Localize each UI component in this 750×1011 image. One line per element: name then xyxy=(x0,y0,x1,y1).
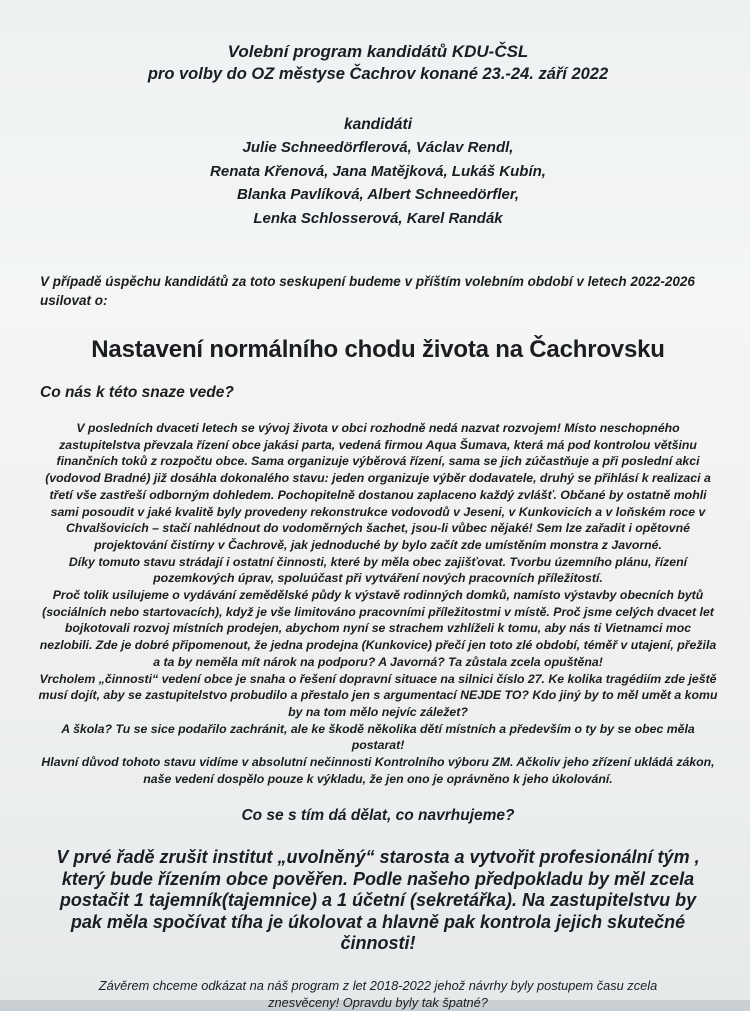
body-paragraph: Vrcholem „činnosti“ vedení obce je snaha o řešení dopravní situace na silnici číslo 27. Ke kolika tragédiím zde ještě musí dojít, aby se zastupitelstvo probudilo a přestalo jen s argumentací NEJDE TO? Kdo jiný by to měl umět a komu by na tom mělo nejvíc záležet? xyxy=(38,671,718,719)
closing-text: Závěrem chceme odkázat na náš program z let 2018-2022 jehož návrhy byly postupem času zcela znesvěceny! Opravdu byly tak špatné? xyxy=(98,977,658,1010)
candidates-heading: kandidáti xyxy=(343,116,413,133)
question-heading-2: Co se s tím dá dělat, co navrhujeme? xyxy=(241,807,515,825)
candidates-list xyxy=(34,136,722,230)
candidates-line: Renata Křenová, Jana Matějková, Lukáš Kubín, xyxy=(210,162,546,180)
body-paragraph: Proč tolik usilujeme o vydávání zemědělské půdy k výstavě rodinných domků, namísto výstavby obecních bytů (sociálních nebo startovacích), když je vše limitováno pracovními příležitostmi v místě. Proč jsme celých dvacet let bojkotovali rozvoj místních prodejen, abychom nyní se strachem vzhlíželi k tomu, aby nás ti Vietnamci moc nezlobili. Zde je dobré připomenout, že jedna prodejna (Kunkovice) přečí jen toto zlé období, téměř v utajení, přežila a ta by neměla mít nárok na podporu? A Javorná? Ta zůstala zcela opuštěna! xyxy=(39,588,717,669)
body-paragraph: Díky tomuto stavu strádají i ostatní činnosti, které by měla obec zajišťovat. Tvorbu územního plánu, řízení pozemkových úprav, spoluúčast při vytváření nových pracovních příležitostí. xyxy=(68,554,688,586)
body-paragraph: V posledních dvaceti letech se vývoj života v obci rozhodně nedá nazvat rozvojem! Místo neschopného zastupitelstva převzala řízení obce jakási parta, vedená firmou Aqua Šumava, která má pod kontrolou většinu finančních toků z rozpočtu obce. Sama organizuje výběrová řízení, sama se jich zúčastňuje a při poslední akci (vodovod Bradné) již dosáhla dokonalého stavu: jeden organizuje výběr dodavatele, druhý se přihlásí k realizaci a třetí vše zastřeší odborným dohledem. Pochopitelně dostanou zaplaceno každý zvlášť. Občané by ostatně mohli sami posoudit v jaké kvalitě byly provedeny rekonstrukce vodovodů v Jeseni, v Kunkovicích a v loňském roce v Chvalšovicích – stačí nahlédnout do vodoměrných šachet, jsou-li vůbec nějaké! Sem lze zařadit i opětovné projektování čistírny v Čachrově, jak jednoduché by bylo začít zde umístěním monstra z Javorné. xyxy=(45,421,711,552)
question-heading-1: Co nás k této snaze vede? xyxy=(40,384,234,401)
candidates-line: Blanka Pavlíková, Albert Schneedörfler, xyxy=(236,186,520,203)
document-header xyxy=(34,40,722,86)
main-title: Nastavení normálního chodu života na Čachrovsku xyxy=(91,336,665,363)
intro-text: V případě úspěchu kandidátů za toto seskupení budeme v příštím volebním období v letech 2022-2026 usilovat o: xyxy=(40,274,695,308)
document-subtitle: pro volby do OZ městyse Čachrov konané 23.-24. září 2022 xyxy=(147,65,609,83)
body-text xyxy=(34,420,722,787)
proposal-text: V prvé řadě zrušit institut „uvolněný“ starosta a vytvořit profesionální tým , který bude řízením obce pověřen. Podle našeho předpokladu by měl zcela postačit 1 tajemník(tajemnice) a 1 účetní (sekretářka). Na zastupitelstvu by pak měla spočívat tíha je úkolovat a hlavně pak kontrola jejich skutečné činnosti! xyxy=(56,847,700,954)
body-paragraph: Hlavní důvod tohoto stavu vidíme v absolutní nečinnosti Kontrolního výboru ZM. Ačkoliv jeho zřízení ukládá zákon, naše vedení dospělo pouze k výkladu, že jen ono je oprávněno k jeho úkolování. xyxy=(41,755,715,786)
candidates-line: Julie Schneedörflerová, Václav Rendl, xyxy=(242,139,514,156)
candidates-line: Lenka Schlosserová, Karel Randák xyxy=(253,209,503,227)
body-paragraph: A škola? Tu se sice podařilo zachránit, ale ke škodě několika dětí místních a především o ty by se obec měla postarat! xyxy=(61,721,695,753)
document-title: Volební program kandidátů KDU-ČSL xyxy=(227,42,529,61)
